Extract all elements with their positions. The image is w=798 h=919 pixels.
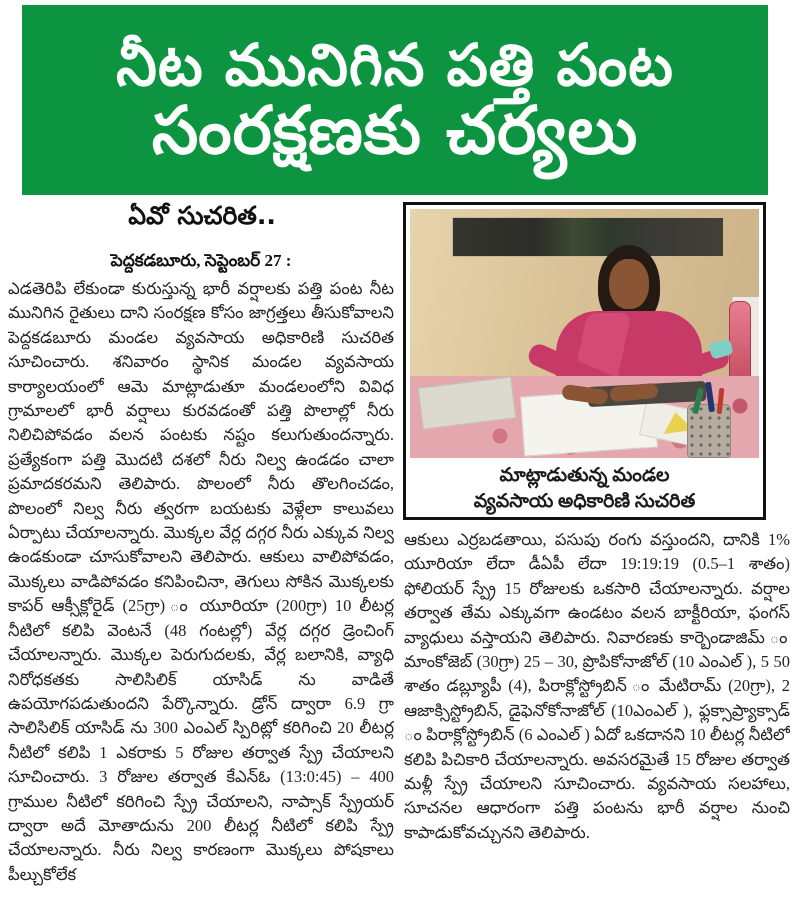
article-left-column: ఎడతెరిపి లేకుండా కురుస్తున్న భారీ వర్షాలకు పత్తి పంట నీట మునిగిన రైతులు దాని సంరక్షణ కోసం జాగ్రత్తలు తీసుకోవాలని పెద్దకడబూరు మండల వ్యవసాయ అధికారిణి సుచరిత సూచించారు. శనివారం స్థానిక మండల వ్యవసాయ కార్యాలయంలో ఆమె మాట్లాడుతూ మండలంలోని వివిధ గ్రామాలలో భారీ వర్షాలు కురవడంతో పత్తి పొలాల్లో నీరు నిలిచిపోవడం వలన పంటకు నష్టం కలుగుతుందన్నారు. ప్రత్యేకంగా పత్తి మొదటి దశలో నీరు నిల్వ ఉండడం చాలా ప్రమాదకరమని తెలిపారు. పొలంలో నీరు తొలగించడం, పొలంలో నిల్వ నీరు త్వరగా బయటకు వెళ్లేలా కాలువలు ఏర్పాటు చేయాలన్నారు. మొక్కల వేర్ల దగ్గర నీరు ఎక్కువ నిల్వ ఉండకుండా చూసుకోవాలని తెలిపారు. ఆకులు వాలిపోవడం, మొక్కలు వాడిపోవడం కనిపించినా, తెగులు సోకిన మొక్కలకు కాపర్ ఆక్సీక్లోరైడ్ (25గ్రా) ం యూరియా (200గ్రా) 10 లీటర్ల నీటిలో కలిపి వెంటనే (48 గంటల్లో) వేర్ల దగ్గర డ్రెంచింగ్ చేయాలన్నారు. మొక్కల పెరుగుదలకు, వేర్ల బలానికి, వ్యాధి నిరోధకతకు సాలిసిలిక్ యాసిడ్ ను వాడితే ఉపయోగపడుతుందని పేర్కొన్నారు. డ్రోన్ ద్వారా 6.9 గ్రా సాలిసిలిక్ యాసిడ్ ను 300 ఎంఎల్ స్పిరిట్లో కరిగించి 20 లీటర్ల నీటిలో కలిపి 1 ఎకరాకు 5 రోజుల తర్వాత స్ప్రే చేయాలని సూచించారు. 3 రోజుల తర్వాత కేఎన్ఓ (13:0:45) – 400 గ్రాముల నీటిలో కరిగించి స్ప్రే చేయాలని, నాప్సాక్ స్ప్రేయర్ ద్వారా అదే మోతాదును 200 లీటర్ల నీటిలో కలిపి స్ప్రే చేయాలన్నారు. నీరు నిల్వ కారణంగా మొక్కలు పోషకాలు పీల్చుకోలేక <box>8 279 394 884</box>
headline-banner <box>22 5 768 195</box>
headline-line-2: సంరక్షణకు చర్యలు <box>151 91 639 169</box>
article-right-column: ఆకులు ఎర్రబడతాయి, పసుపు రంగు వస్తుందని, దానికి 1% యూరియా లేదా డీఏపీ లేదా 19:19:19 (0.5–1 శాతం) ఫోలియర్ స్ప్రే 15 రోజులకు ఒకసారి చేయాలన్నారు. వర్షాల తర్వాత తేమ ఎక్కువగా ఉండటం వలన బాక్టీరియా, ఫంగస్ వ్యాధులు వస్తాయని తెలిపారు. నివారణకు కార్బెండాజిమ్ ం మాంకోజెబ్ (30గ్రా) 25 – 30, ప్రొపికోనాజోల్ (10 ఎంఎల్ ), 5 50 శాతం డబ్ల్యూపీ (4), పిరాక్లోస్ట్రోబిన్ ం మేటిరామ్ (20గ్రా), 2 ఆజాక్సిస్ట్రోబిన్, డైఫెనోకోనాజోల్ (10ఎంఎల్ ), ఫ్లక్సాప్ర్యాక్సాడ్ ం పిరాక్లోస్ట్రోబిన్ (6 ఎంఎల్ ) ఏదో ఒకదానని 10 లీటర్ల నీటిలో కలిపి పిచికారి చేయాలన్నారు. అవసరమైతే 15 రోజుల తర్వాత మళ్లీ స్ప్రే చేయాలని సూచించారు. వ్యవసాయ సలహాలు, సూచనల ఆధారంగా పత్తి పంటను భారీ వర్షాల నుంచి కాపాడుకోవచ్చునని తెలిపారు. <box>404 530 790 842</box>
byline: ఏవో సుచరిత.. <box>128 201 276 230</box>
photo-officer-at-desk <box>410 209 759 458</box>
photo-caption-line-1: మాట్లాడుతున్న మండల <box>499 465 670 486</box>
photo-caption <box>406 463 763 515</box>
photo-window <box>452 217 724 257</box>
dateline: పెద్దకడబూరు, సెప్టెంబర్ 27 : <box>110 251 292 270</box>
photo-box <box>403 202 766 520</box>
photo-caption-line-2: వ్యవసాయ అధికారిణి సుచరిత <box>473 491 696 512</box>
photo-person-face <box>609 259 649 309</box>
headline-line-1: నీట మునిగిన పత్తి పంట <box>116 30 674 99</box>
